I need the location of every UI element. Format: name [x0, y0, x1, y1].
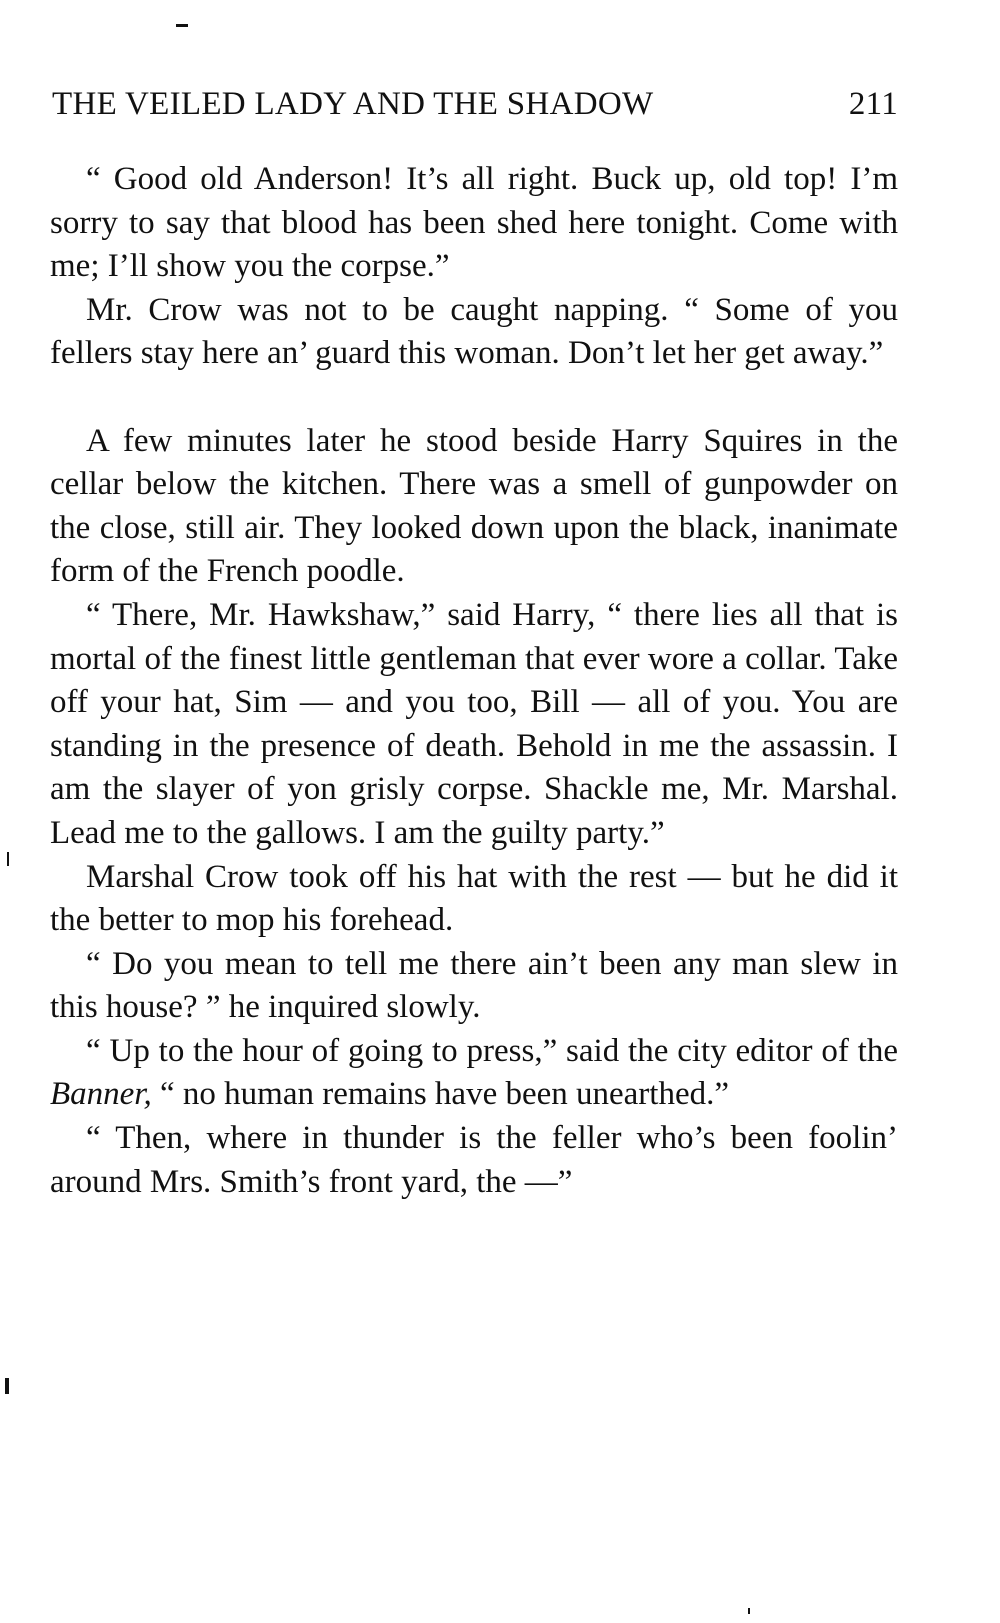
running-head-title: THE VEILED LADY AND THE SHADOW	[52, 86, 654, 122]
paragraph-text: “ Up to the hour of going to press,” said the city editor of the	[86, 1032, 898, 1069]
paragraph: “ Do you mean to tell me there ain’t been any man slew in this house? ” he inquired slowly.	[50, 945, 898, 1026]
running-head	[52, 86, 898, 136]
paragraph-text: “ no human remains have been unearthed.”	[151, 1076, 730, 1113]
print-speck	[176, 24, 188, 27]
print-speck	[5, 1378, 9, 1394]
print-speck	[748, 1608, 750, 1614]
newspaper-name: Banner,	[50, 1076, 152, 1113]
print-speck	[7, 852, 9, 866]
page-number: 211	[848, 86, 898, 122]
body-text	[50, 158, 898, 1204]
paragraph: “ Then, where in thunder is the feller who’s been foolin’ around Mrs. Smith’s front yard, the —”	[50, 1120, 898, 1200]
paragraph: “ Good old Anderson! It’s all right. Buck up, old top! I’m sorry to say that blood has been shed here tonight. Come with me; I’ll show you the corpse.”	[50, 161, 898, 285]
paragraph: “ There, Mr. Hawkshaw,” said Harry, “ there lies all that is mortal of the finest little gentleman that ever wore a collar. Take off your hat, Sim — and you too, Bill — all of you. You are standing in the presence of death. Behold in me the assassin. I am the slayer of yon grisly corpse. Shackle me, Mr. Marshal. Lead me to the gallows. I am the guilty party.”	[50, 596, 898, 851]
paragraph: Marshal Crow took off his hat with the rest — but he did it the better to mop his forehead.	[50, 858, 898, 939]
paragraph: A few minutes later he stood beside Harry Squires in the cellar below the kitchen. There was a smell of gunpowder on the close, still air. They looked down upon the black, inanimate form of the French poodle.	[50, 422, 898, 590]
paragraph	[50, 1030, 898, 1117]
paragraph: Mr. Crow was not to be caught napping. “ Some of you fellers stay here an’ guard this woman. Don’t let her get away.”	[50, 291, 898, 372]
